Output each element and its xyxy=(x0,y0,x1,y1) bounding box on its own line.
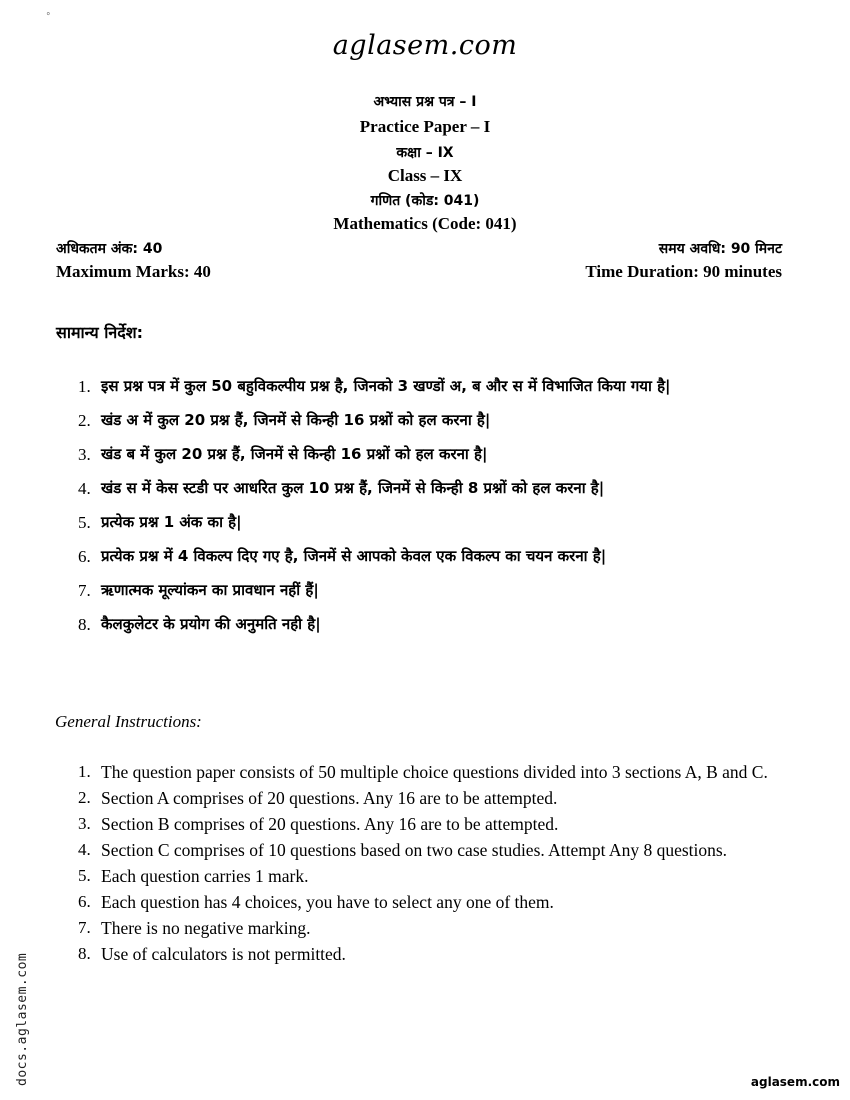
max-marks-english: Maximum Marks: 40 xyxy=(56,262,211,281)
subject-english: Mathematics (Code: 041) xyxy=(333,214,517,233)
item-text: Use of calculators is not permitted. xyxy=(101,944,346,964)
max-marks-hindi: अधिकतम अंक: 40 xyxy=(56,241,163,257)
item-text: खंड अ में कुल 20 प्रश्न हैं, जिनमें से किन्ही 16 प्रश्नों को हल करना है| xyxy=(101,411,491,429)
list-item xyxy=(0,372,801,401)
class-english: Class – IX xyxy=(387,166,463,185)
item-number: 8. xyxy=(78,944,91,963)
footer-brand: aglasem.com xyxy=(750,1075,840,1089)
list-item xyxy=(0,915,801,941)
item-text: Section A comprises of 20 questions. Any 16 are to be attempted. xyxy=(101,788,558,808)
list-item xyxy=(0,759,801,785)
item-number: 6. xyxy=(78,547,91,566)
instructions-english-list xyxy=(0,759,801,967)
list-item xyxy=(0,508,801,537)
item-number: 3. xyxy=(78,814,91,833)
item-number: 6. xyxy=(78,892,91,911)
class-hindi: कक्षा – IX xyxy=(396,145,454,161)
list-item xyxy=(0,785,801,811)
subject-hindi: गणित (कोड: 041) xyxy=(370,193,480,209)
item-number: 7. xyxy=(78,581,91,600)
list-item xyxy=(0,863,801,889)
item-text: Each question has 4 choices, you have to select any one of them. xyxy=(101,892,554,912)
page-mark: ° xyxy=(46,12,51,22)
time-duration-hindi: समय अवधि: 90 मिनट xyxy=(658,241,782,257)
list-item xyxy=(0,889,801,915)
item-number: 5. xyxy=(78,513,91,532)
item-text: There is no negative marking. xyxy=(101,918,311,938)
list-item xyxy=(0,837,801,863)
list-item xyxy=(0,474,801,503)
item-number: 1. xyxy=(78,377,91,396)
item-number: 4. xyxy=(78,840,91,859)
item-number: 8. xyxy=(78,615,91,634)
general-instructions-english-heading: General Instructions: xyxy=(55,712,202,731)
list-item xyxy=(0,440,801,469)
item-text: इस प्रश्न पत्र में कुल 50 बहुविकल्पीय प्रश्न है, जिनको 3 खण्डों अ, ब और स में विभाजित किया गया है| xyxy=(101,377,671,395)
item-number: 1. xyxy=(78,762,91,781)
list-item xyxy=(0,811,801,837)
item-text: Section B comprises of 20 questions. Any 16 are to be attempted. xyxy=(101,814,559,834)
list-item xyxy=(0,542,801,571)
list-item xyxy=(0,941,801,967)
title-hindi: अभ्यास प्रश्न पत्र – I xyxy=(373,94,477,110)
time-duration-english: Time Duration: 90 minutes xyxy=(585,262,782,281)
item-text: खंड ब में कुल 20 प्रश्न हैं, जिनमें से किन्ही 16 प्रश्नों को हल करना है| xyxy=(101,445,488,463)
item-text: प्रत्येक प्रश्न 1 अंक का है| xyxy=(101,513,242,531)
title-english: Practice Paper – I xyxy=(359,117,491,136)
item-number: 5. xyxy=(78,866,91,885)
item-text: प्रत्येक प्रश्न में 4 विकल्प दिए गए है, जिनमें से आपको केवल एक विकल्प का चयन करना है| xyxy=(101,547,607,565)
brand-logo: aglasem.com xyxy=(332,30,518,61)
item-number: 7. xyxy=(78,918,91,937)
item-number: 2. xyxy=(78,788,91,807)
list-item xyxy=(0,610,801,639)
item-text: Each question carries 1 mark. xyxy=(101,866,309,886)
sidebar-watermark: docs.aglasem.com xyxy=(15,952,30,1086)
item-text: खंड स में केस स्टडी पर आधरित कुल 10 प्रश्न हैं, जिनमें से किन्ही 8 प्रश्नों को हल करना है| xyxy=(101,479,605,497)
item-number: 2. xyxy=(78,411,91,430)
item-text: Section C comprises of 10 questions based on two case studies. Attempt Any 8 questions. xyxy=(101,840,728,860)
item-text: कैलकुलेटर के प्रयोग की अनुमति नही है| xyxy=(101,615,321,633)
list-item xyxy=(0,576,801,605)
list-item xyxy=(0,406,801,435)
item-text: ऋणात्मक मूल्यांकन का प्रावधान नहीं हैं| xyxy=(101,581,319,599)
instructions-hindi-list xyxy=(0,372,800,644)
general-instructions-hindi-heading: सामान्य निर्देश: xyxy=(56,323,144,342)
item-number: 4. xyxy=(78,479,91,498)
item-number: 3. xyxy=(78,445,91,464)
item-text: The question paper consists of 50 multiple choice questions divided into 3 sections A, B and C. xyxy=(101,762,768,782)
